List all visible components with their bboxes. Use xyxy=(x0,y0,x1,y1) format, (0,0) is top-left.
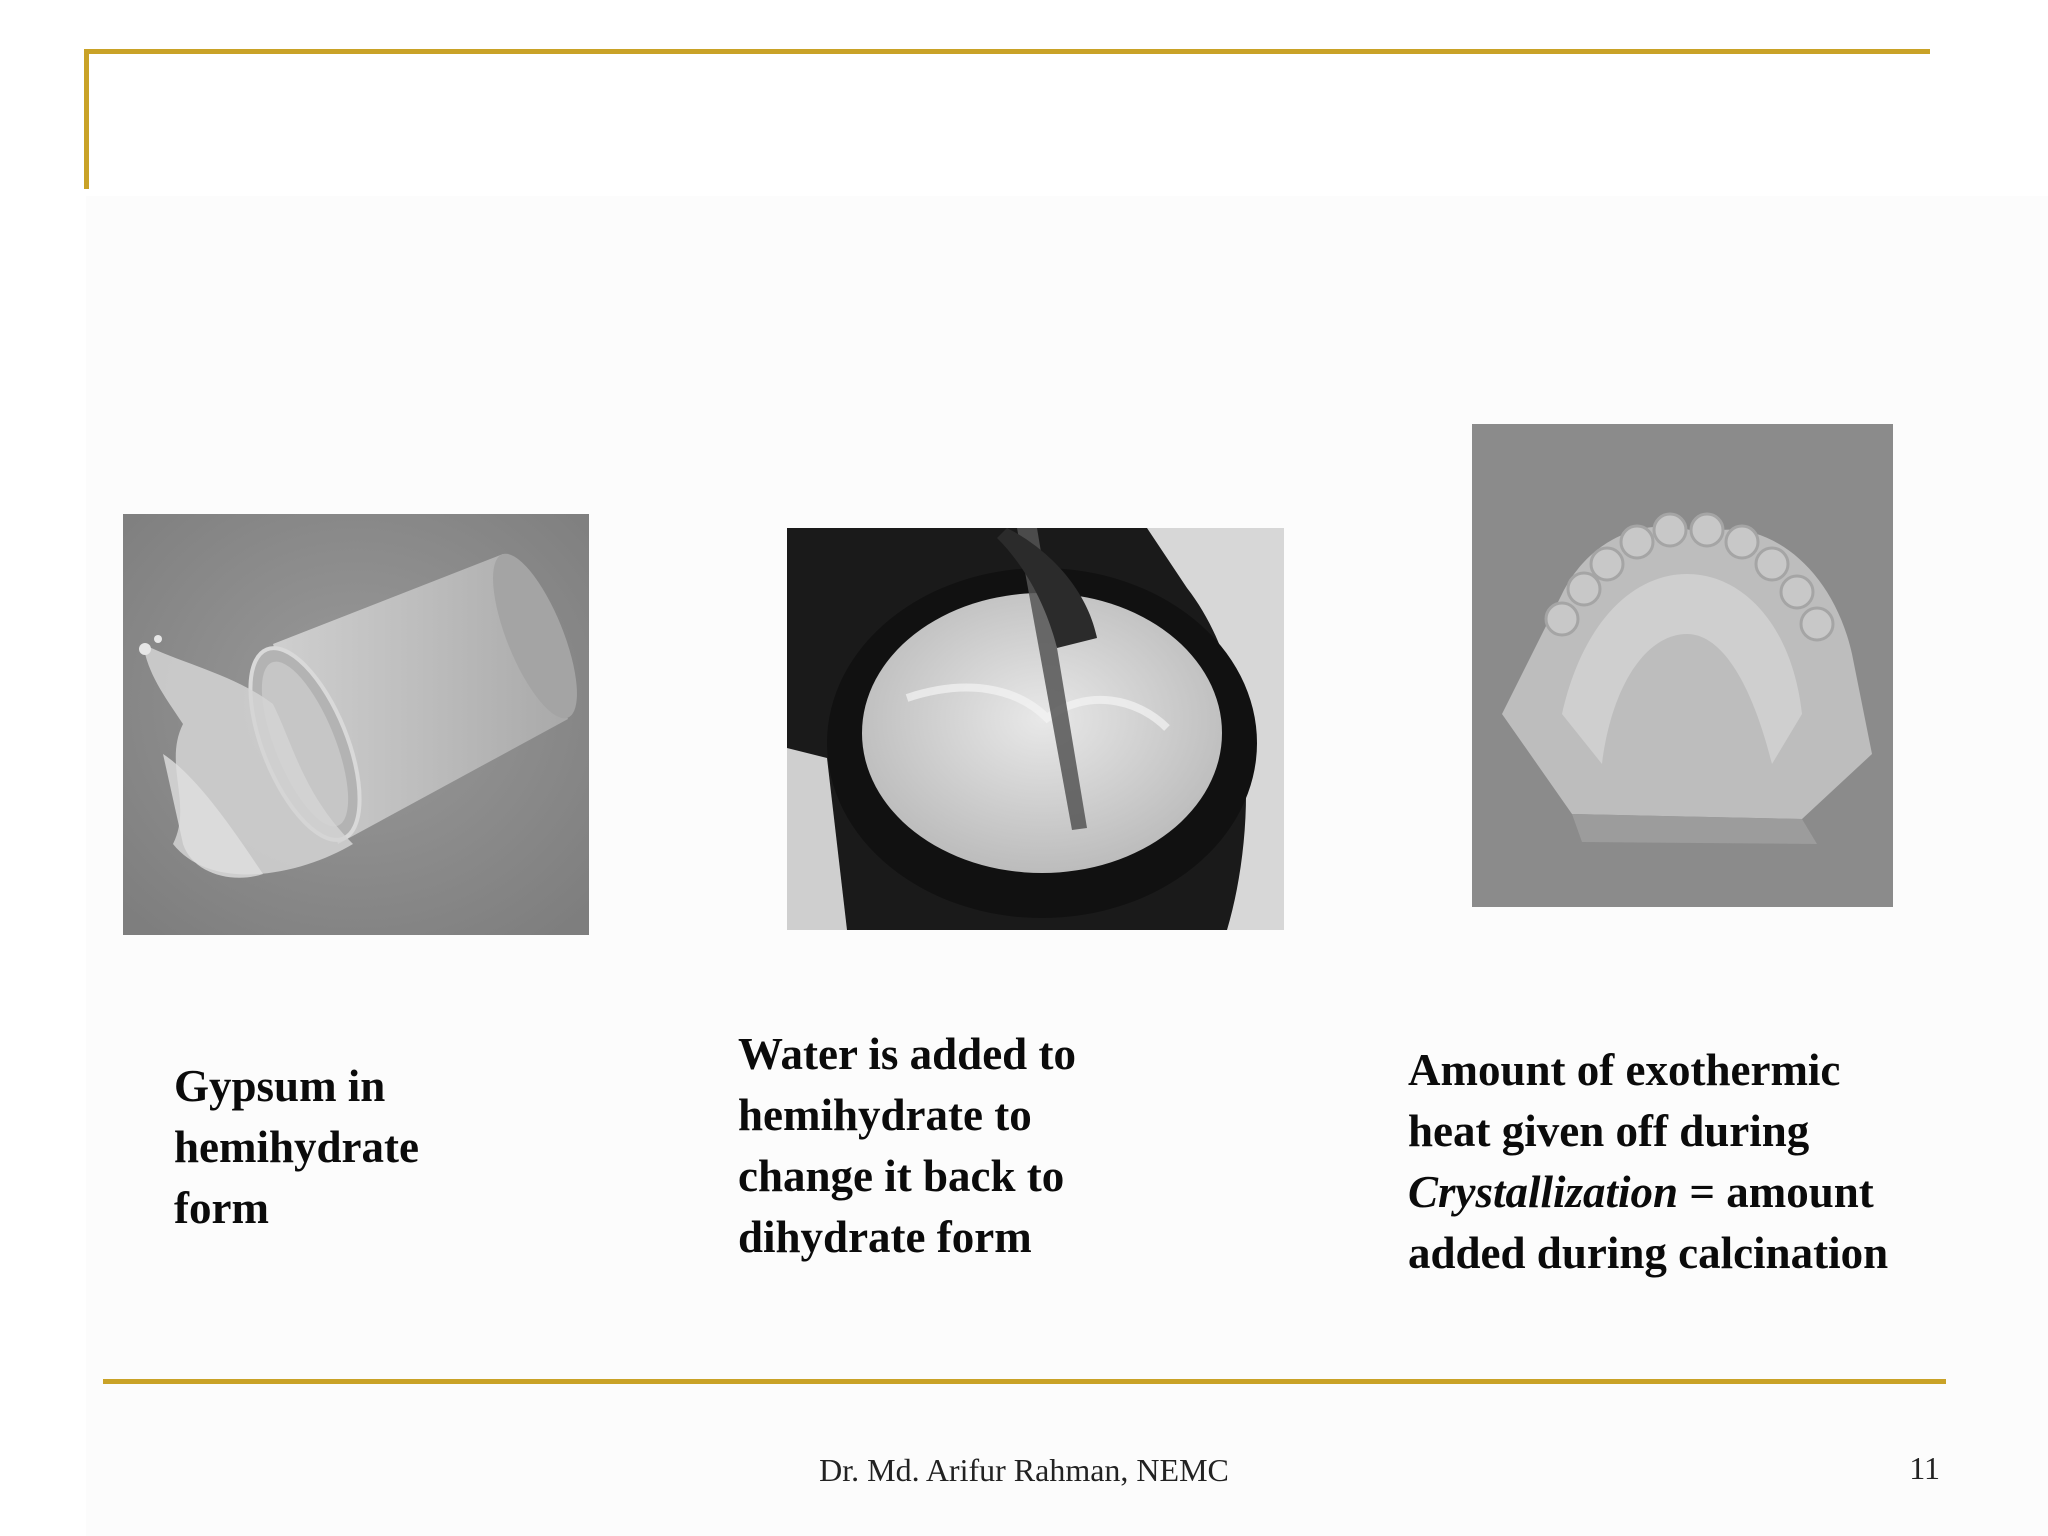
caption-line xyxy=(1408,1162,1888,1223)
caption-line: Water is added to xyxy=(738,1029,1076,1079)
caption-line: hemihydrate xyxy=(174,1122,419,1172)
caption-water-added xyxy=(738,1024,1076,1268)
caption-line: heat given off during xyxy=(1408,1106,1810,1156)
footer-author: Dr. Md. Arifur Rahman, NEMC xyxy=(819,1452,1229,1488)
mixing-bowl-slurry-photo xyxy=(787,528,1284,930)
caption-line: dihydrate form xyxy=(738,1212,1032,1262)
gypsum-powder-cup-photo xyxy=(123,514,589,935)
caption-line: hemihydrate to xyxy=(738,1090,1032,1140)
caption-line: form xyxy=(174,1183,269,1233)
dental-cast-photo xyxy=(1472,424,1893,907)
caption-line: added during calcination xyxy=(1408,1228,1889,1278)
caption-line-rest: = amount xyxy=(1678,1167,1874,1217)
top-accent-line xyxy=(84,49,1930,54)
crystallization-term: Crystallization xyxy=(1408,1167,1679,1217)
left-accent-line xyxy=(84,49,89,189)
caption-line: Gypsum in xyxy=(174,1061,386,1111)
bottom-accent-line xyxy=(103,1379,1946,1384)
caption-exothermic-heat xyxy=(1408,1040,1888,1284)
caption-line: Amount of exothermic xyxy=(1408,1045,1841,1095)
caption-line: change it back to xyxy=(738,1151,1065,1201)
page-number: 11 xyxy=(1909,1450,1940,1486)
caption-gypsum-hemihydrate xyxy=(174,1056,419,1239)
